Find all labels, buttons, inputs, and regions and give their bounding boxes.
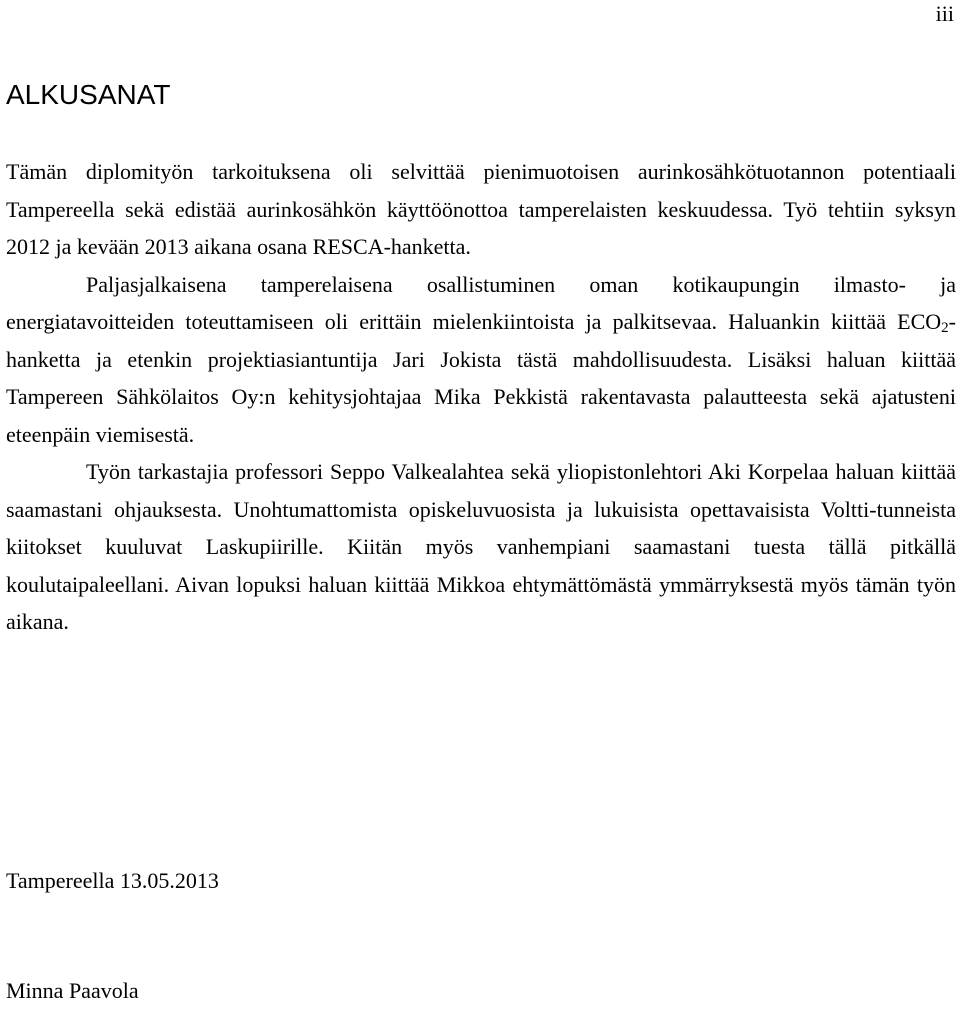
page-number: iii (935, 1, 954, 26)
paragraph-3: Työn tarkastajia professori Seppo Valkealahtea sekä yliopistonlehtori Aki Korpelaa haluan kiittää saamastani ohjauksesta. Unohtumattomista opiskeluvuosista ja lukuisista opettavaisista Voltti-tunneista kiitokset kuuluvat Laskupiirille. Kiitän myös vanhempiani saamastani tuesta tällä pitkällä koulutaipaleellani. Aivan lopuksi haluan kiittää Mikkoa ehtymättömästä ymmärryksestä myös tämän työn aikana. (6, 459, 956, 634)
paragraph-2-text-a: Paljasjalkaisena tamperelaisena osallistuminen oman kotikaupungin ilmasto- ja energiatavoitteiden toteuttamiseen oli erittäin mielenkiintoista ja palkitsevaa. Haluankin kiittää ECO (6, 271, 956, 334)
author-name: Minna Paavola (6, 978, 139, 1003)
place-and-date: Tampereella 13.05.2013 (6, 868, 219, 893)
paragraph-2-text-b: -hanketta ja etenkin projektiasiantuntija Jari Jokista tästä mahdollisuudesta. Lisäksi haluan kiittää Tampereen Sähkölaitos Oy:n kehitysjohtajaa Mika Pekkistä rakentavasta palautteesta sekä ajatusteni eteenpäin viemisestä. (6, 309, 956, 447)
preface-body (6, 153, 956, 641)
paragraph-2 (6, 266, 956, 454)
subscript-2: 2 (941, 320, 949, 336)
paragraph-1: Tämän diplomityön tarkoituksena oli selvittää pienimuotoisen aurinkosähkötuotannon potentiaali Tampereella sekä edistää aurinkosähkön käyttöönottoa tamperelaisten keskuudessa. Työ tehtiin syksyn 2012 ja kevään 2013 aikana osana RESCA-hanketta. (6, 159, 956, 259)
section-heading: ALKUSANAT (6, 79, 171, 110)
